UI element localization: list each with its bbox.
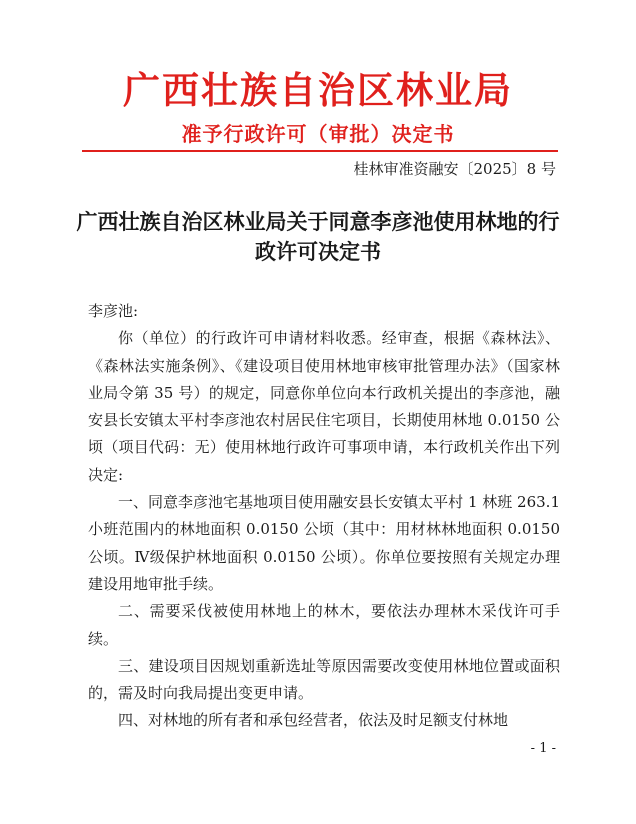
page-number: - 1 - bbox=[530, 741, 556, 756]
decision-item-3: 三、建设项目因规划重新选址等原因需要改变使用林地位置或面积的，需及时向我局提出变更申请。 bbox=[88, 656, 560, 703]
document-number: 桂林审准资融安〔2025〕8 号 bbox=[353, 160, 556, 178]
document-body bbox=[88, 298, 560, 735]
body-paragraph: 你（单位）的行政许可申请材料收悉。经审查，根据《森林法》、《森林法实施条例》、《建设项目使用林地审核审批管理办法》（国家林业局令第 35 号）的规定，同意你单位向本行政机关提出的李彦池，融安县长安镇太平村李彦池农村居民住宅项目，长期使用林地 0.0150 公顷（项目代码：无）使用林地行政许可事项申请，本行政机关作出下列决定: bbox=[88, 329, 560, 484]
decision-item-2: 二、需要采伐被使用林地上的林木，要依法办理林木采伐许可手续。 bbox=[88, 602, 560, 648]
organization-title: 广西壮族自治区林业局 bbox=[123, 68, 513, 112]
header-divider bbox=[82, 150, 558, 152]
decision-item-4: 四、对林地的所有者和承包经营者，依法及时足额支付林地 bbox=[118, 711, 509, 730]
decision-item-1: 一、同意李彦池宅基地项目使用融安县长安镇太平村 1 林班 263.1 小班范围内的林地面积 0.0150 公顷（其中：用材林林地面积 0.0150 公顷。Ⅳ级保护林地面积 0.0150 公顷）。你单位要按照有关规定办理建设用地审批手续。 bbox=[88, 493, 560, 593]
decision-title: 广西壮族自治区林业局关于同意李彦池使用林地的行政许可决定书 bbox=[76, 209, 560, 264]
document-type-title: 准予行政许可（审批）决定书 bbox=[181, 122, 455, 146]
salutation: 李彦池: bbox=[88, 302, 139, 320]
